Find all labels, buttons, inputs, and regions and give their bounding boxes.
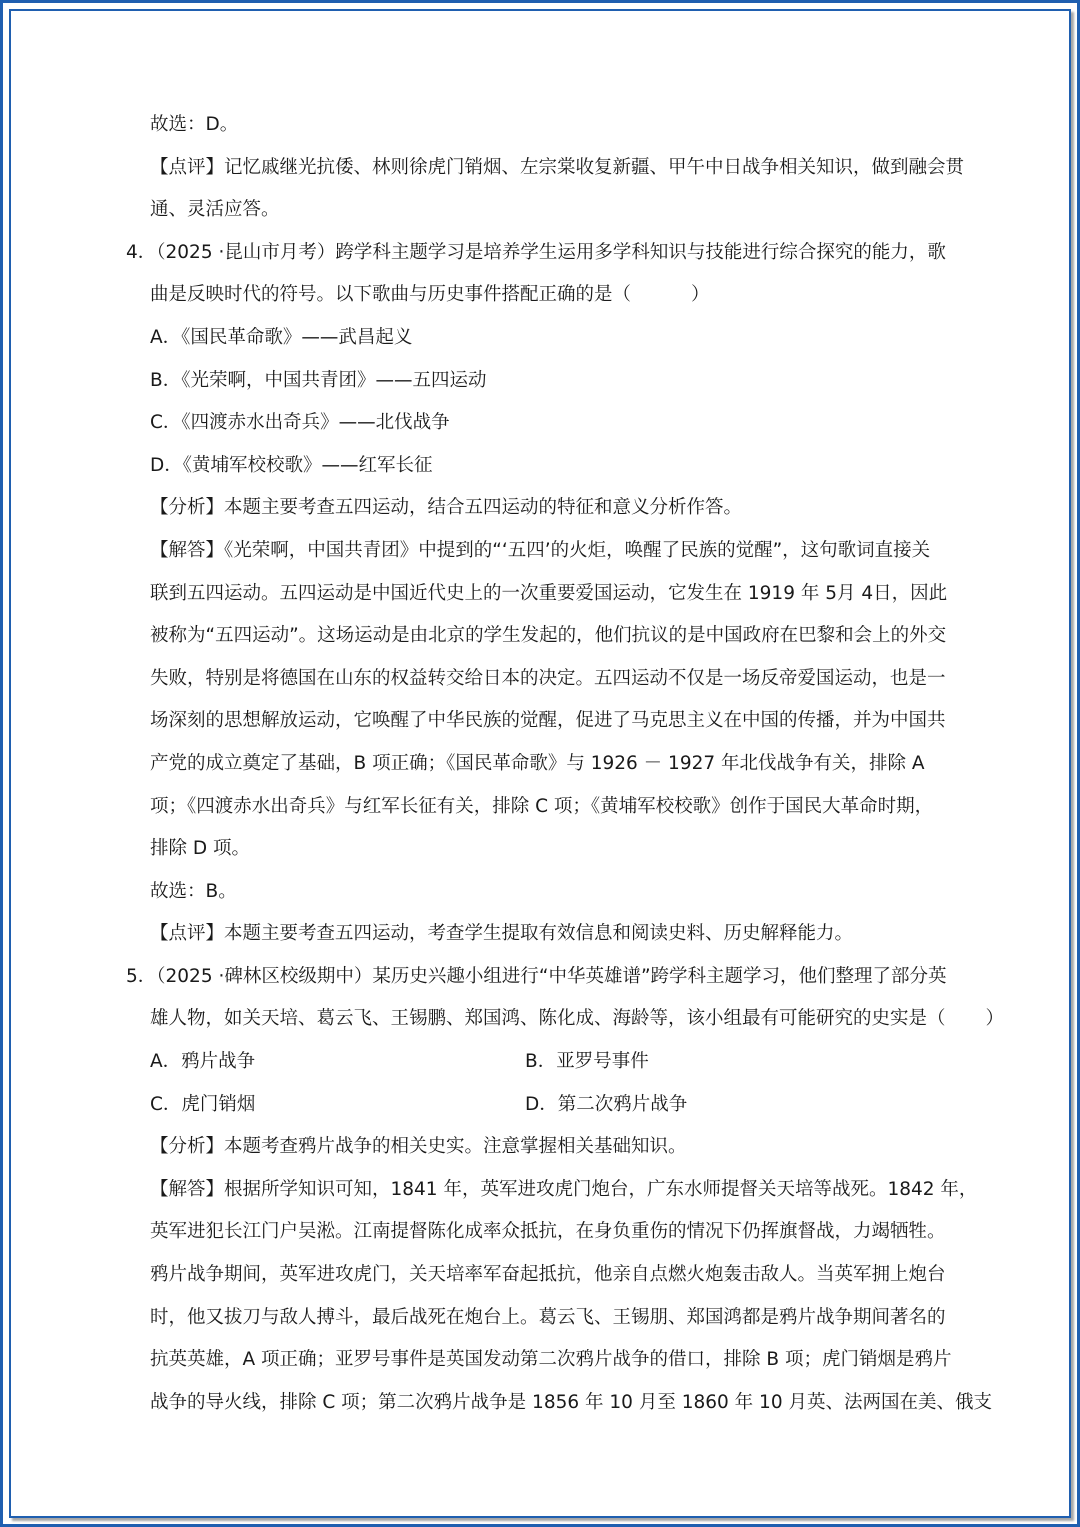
prev-review-line-2: 通、灵活应答。 [150, 199, 280, 221]
q4-option-a: A．《国民革命歌》——武昌起义 [150, 326, 413, 348]
q5-stem-line-1: 5．（2025 ·碑林区校级期中）某历史兴趣小组进行“中华英雄谱”跨学科主题学习，他们整理了部分英 [126, 965, 947, 987]
document-body [0, 104, 1080, 1424]
q4-analysis: 【分析】本题主要考查五四运动，结合五四运动的特征和意义分析作答。 [150, 497, 743, 519]
q4-solution-line-8: 排除 D 项。 [150, 838, 251, 860]
q4-option-d: D．《黄埔军校校歌》——红军长征 [150, 454, 433, 476]
q4-stem-line-2 [0, 274, 1080, 317]
q4-solution-line-1: 【解答】《光荣啊，中国共青团》中提到的“‘五四’的火炬，唤醒了民族的觉醒”，这句歌词直接关 [150, 539, 931, 561]
q4-solution-line-5: 场深刻的思想解放运动，它唤醒了中华民族的觉醒，促进了马克思主义在中国的传播，并为中国共 [150, 710, 946, 732]
q4-stem-text: 曲是反映时代的符号。以下歌曲与历史事件搭配正确的是（ [150, 284, 632, 306]
q4-solution-line-3: 被称为“五四运动”。这场运动是由北京的学生发起的，他们抗议的是中国政府在巴黎和会上的外交 [150, 625, 947, 647]
q5-option-c: C．虎门销烟 [150, 1093, 256, 1115]
prev-answer: 故选：D。 [150, 114, 239, 135]
q4-option-c: C．《四渡赤水出奇兵》——北伐战争 [150, 412, 450, 434]
q4-stem-line-1: 4．（2025 ·昆山市月考）跨学科主题学习是培养学生运用多学科知识与技能进行综合探究的能力，歌 [126, 241, 946, 263]
q5-solution-line-4: 时，他又拔刀与敌人搏斗，最后战死在炮台上。葛云飞、王锡朋、郑国鸿都是鸦片战争期间著名的 [150, 1306, 946, 1328]
q4-stem-close: ） [691, 284, 710, 306]
q5-analysis: 【分析】本题考查鸦片战争的相关史实。注意掌握相关基础知识。 [150, 1136, 687, 1158]
prev-review-line-1: 【点评】记忆戚继光抗倭、林则徐虎门销烟、左宗棠收复新疆、甲午中日战争相关知识，做到融会贯 [150, 156, 965, 178]
q5-stem-close: ） [985, 1008, 1005, 1030]
q5-solution-line-3: 鸦片战争期间，英军进攻虎门，关天培率军奋起抵抗，他亲自点燃火炮轰击敌人。当英军拥上炮台 [150, 1264, 946, 1286]
q4-solution-line-7: 项；《四渡赤水出奇兵》与红军长征有关，排除 C 项；《黄埔军校校歌》创作于国民大革命时期， [150, 795, 934, 817]
q4-answer: 故选：B。 [150, 880, 237, 902]
q4-option-b: B．《光荣啊，中国共青团》——五四运动 [150, 369, 487, 391]
q4-solution-line-2: 联到五四运动。五四运动是中国近代史上的一次重要爱国运动，它发生在 1919 年 5月 4日，因此 [150, 582, 948, 604]
q5-option-a: A．鸦片战争 [150, 1051, 256, 1073]
q4-review: 【点评】本题主要考查五四运动，考查学生提取有效信息和阅读史料、历史解释能力。 [150, 923, 854, 945]
q5-solution-line-5: 抗英英雄，A 项正确；亚罗号事件是英国发动第二次鸦片战争的借口，排除 B 项；虎门销烟是鸦片 [150, 1349, 952, 1371]
q5-solution-line-2: 英军进犯长江门户吴淞。江南提督陈化成率众抵抗，在身负重伤的情况下仍挥旗督战，力竭牺牲。 [150, 1221, 946, 1243]
q5-stem-text: 雄人物，如关天培、葛云飞、王锡鹏、郑国鸿、陈化成、海龄等，该小组最有可能研究的史实是（ [150, 1008, 946, 1030]
q5-solution-line-1: 【解答】根据所学知识可知，1841 年，英军进攻虎门炮台，广东水师提督关天培等战死。1842 年， [150, 1178, 978, 1200]
q5-options-row-1 [0, 1041, 1080, 1084]
q5-stem-line-2 [0, 998, 1080, 1041]
q5-solution-line-6: 战争的导火线，排除 C 项；第二次鸦片战争是 1856 年 10 月至 1860 年 10 月英、法两国在美、俄支 [150, 1391, 992, 1413]
q4-solution-line-6: 产党的成立奠定了基础，B 项正确；《国民革命歌》与 1926 － 1927 年北伐战争有关，排除 A [150, 752, 925, 774]
q5-option-b: B．亚罗号事件 [525, 1051, 649, 1073]
q5-options-row-2 [0, 1084, 1080, 1127]
q4-solution-line-4: 失败，特别是将德国在山东的权益转交给日本的决定。五四运动不仅是一场反帝爱国运动，也是一 [150, 667, 946, 689]
q5-option-d: D．第二次鸦片战争 [525, 1093, 688, 1115]
